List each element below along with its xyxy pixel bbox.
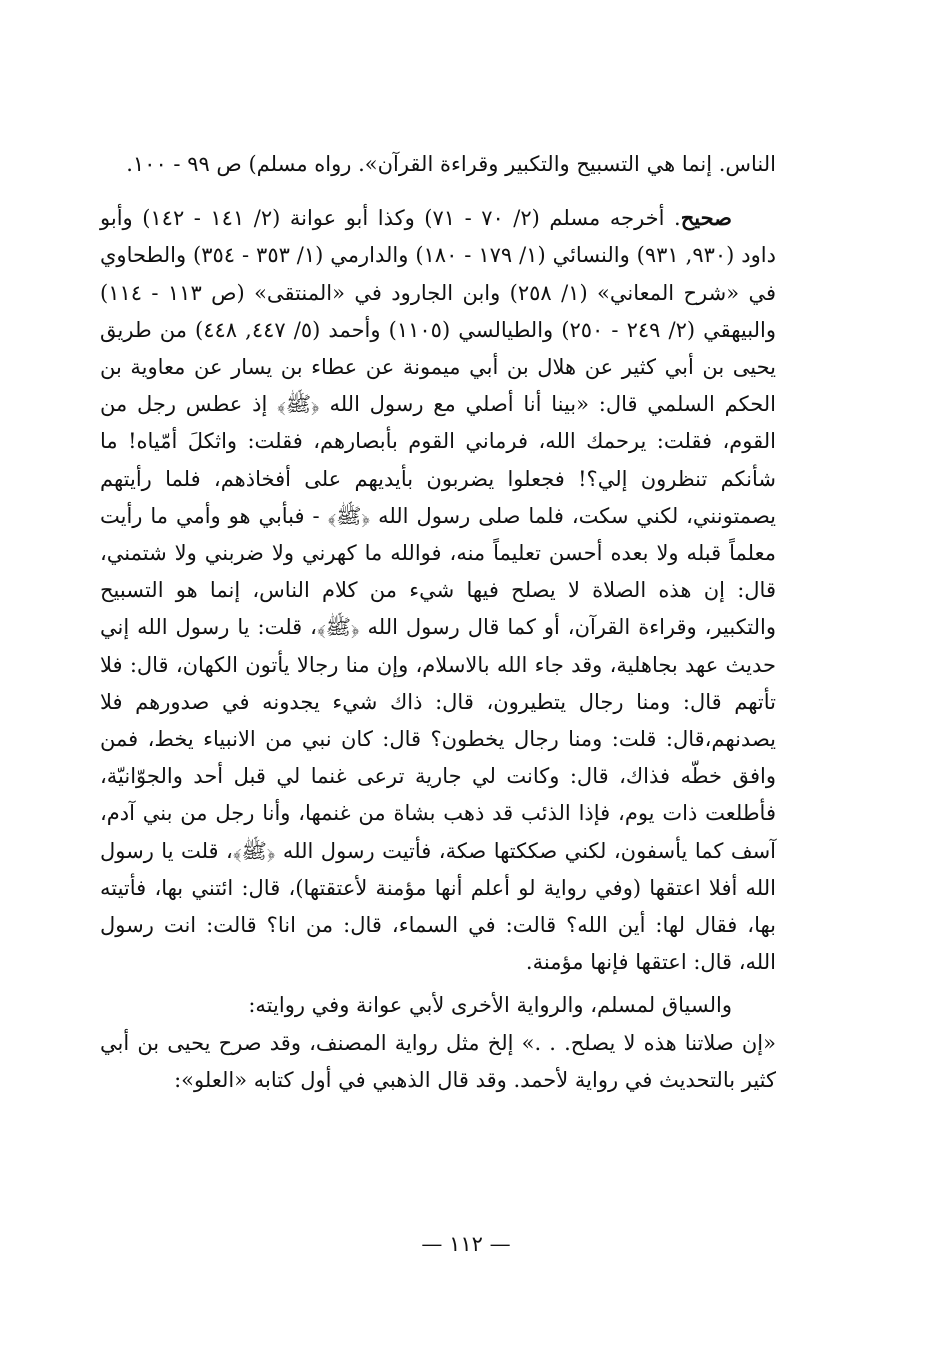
page-number: — ١١٢ — bbox=[421, 1232, 511, 1256]
paragraph-text: «إن صلاتنا هذه لا يصلح. . .» إلخ مثل رواية المصنف، وقد صرح يحيى بن أبي كثير بالتحديث في رواية لأحمد. وقد قال الذهبي في أول كتابه «العلو»: bbox=[100, 1030, 776, 1092]
paragraph-text: الناس. إنما هي التسبيح والتكبير وقراءة القرآن». رواه مسلم) ص ٩٩ - ١٠٠. bbox=[126, 152, 776, 176]
paragraph-lead-word: صحيح bbox=[680, 205, 732, 231]
paragraph-siyaq bbox=[100, 987, 776, 1024]
paragraph-riwaya bbox=[100, 1025, 776, 1099]
paragraph-continuation bbox=[100, 146, 776, 183]
paragraph-text: . أخرجه مسلم (٢/ ٧٠ - ٧١) وكذا أبو عوانة (٢/ ١٤١ - ١٤٢) وأبو داود (٩٣٠, ٩٣١) والنسائي (١/ ١٧٩ - ١٨٠) والدارمي (١/ ٣٥٣ - ٣٥٤) والطحاوي في «شرح المعاني» (١/ ٢٥٨) وابن الجارود في «المنتقى» (ص ١١٣ - ١١٤) والبيهقي (٢/ ٢٤٩ - ٢٥٠) والطيالسي (١١٠٥) وأحمد (٥/ ٤٤٧, ٤٤٨) من طريق يحيى بن أبي كثير عن هلال بن أبي ميمونة عن عطاء بن يسار عن معاوية بن الحكم السلمي قال: «بينا أنا أصلي مع رسول الله ﴿ﷺ﴾ إذ عطس رجل من القوم، فقلت: يرحمك الله، فرماني القوم بأبصارهم، فقلت: واثكلَ أمّياه! ما شأنكم تنظرون إلي؟! فجعلوا يضربون بأيديهم على أفخاذهم، فلما رأيتهم يصمتونني، لكني سكت، فلما صلى رسول الله ﴿ﷺ﴾ - فبأبي هو وأمي ما رأيت معلماً قبله ولا بعده أحسن تعليماً منه، فوالله ما كهرني ولا ضربني ولا شتمني، قال: إن هذه الصلاة لا يصلح فيها شيء من كلام الناس، إنما هو التسبيح والتكبير، وقراءة القرآن، أو كما قال رسول الله ﴿ﷺ﴾، قلت: يا رسول الله إني حديث عهد بجاهلية، وقد جاء الله بالاسلام، وإن منا رجالا يأتون الكهان، قال: فلا تأتهم قال: ومنا رجال يتطيرون، قال: ذاك شيء يجدونه في صدورهم فلا يصدنهم،قال: قلت: ومنا رجال يخطون؟ قال: كان نبي من الانبياء يخط، فمن وافق خطّه فذاك، قال: وكانت لي جارية ترعى غنما لي قبل أحد والجوّانيّة، فأطلعت ذات يوم، فإذا الذئب قد ذهب بشاة من غنمها، وأنا رجل من بني آدم، آسف كما يأسفون، لكني صككتها صكة، فأتيت رسول الله ﴿ﷺ﴾، قلت يا رسول الله أفلا اعتقها (وفي رواية لو أعلم أنها مؤمنة لأعتقتها)، قال: ائتني بها، فأتيته بها، فقال لها: أين الله؟ قالت: في السماء، قال: من انا؟ قالت: انت رسول الله، قال: اعتقها فإنها مؤمنة. bbox=[100, 206, 776, 975]
paragraph-takhrij bbox=[100, 199, 776, 981]
page-body bbox=[100, 146, 776, 1099]
paragraph-text: والسياق لمسلم، والرواية الأخرى لأبي عوانة وفي روايته: bbox=[248, 993, 732, 1018]
